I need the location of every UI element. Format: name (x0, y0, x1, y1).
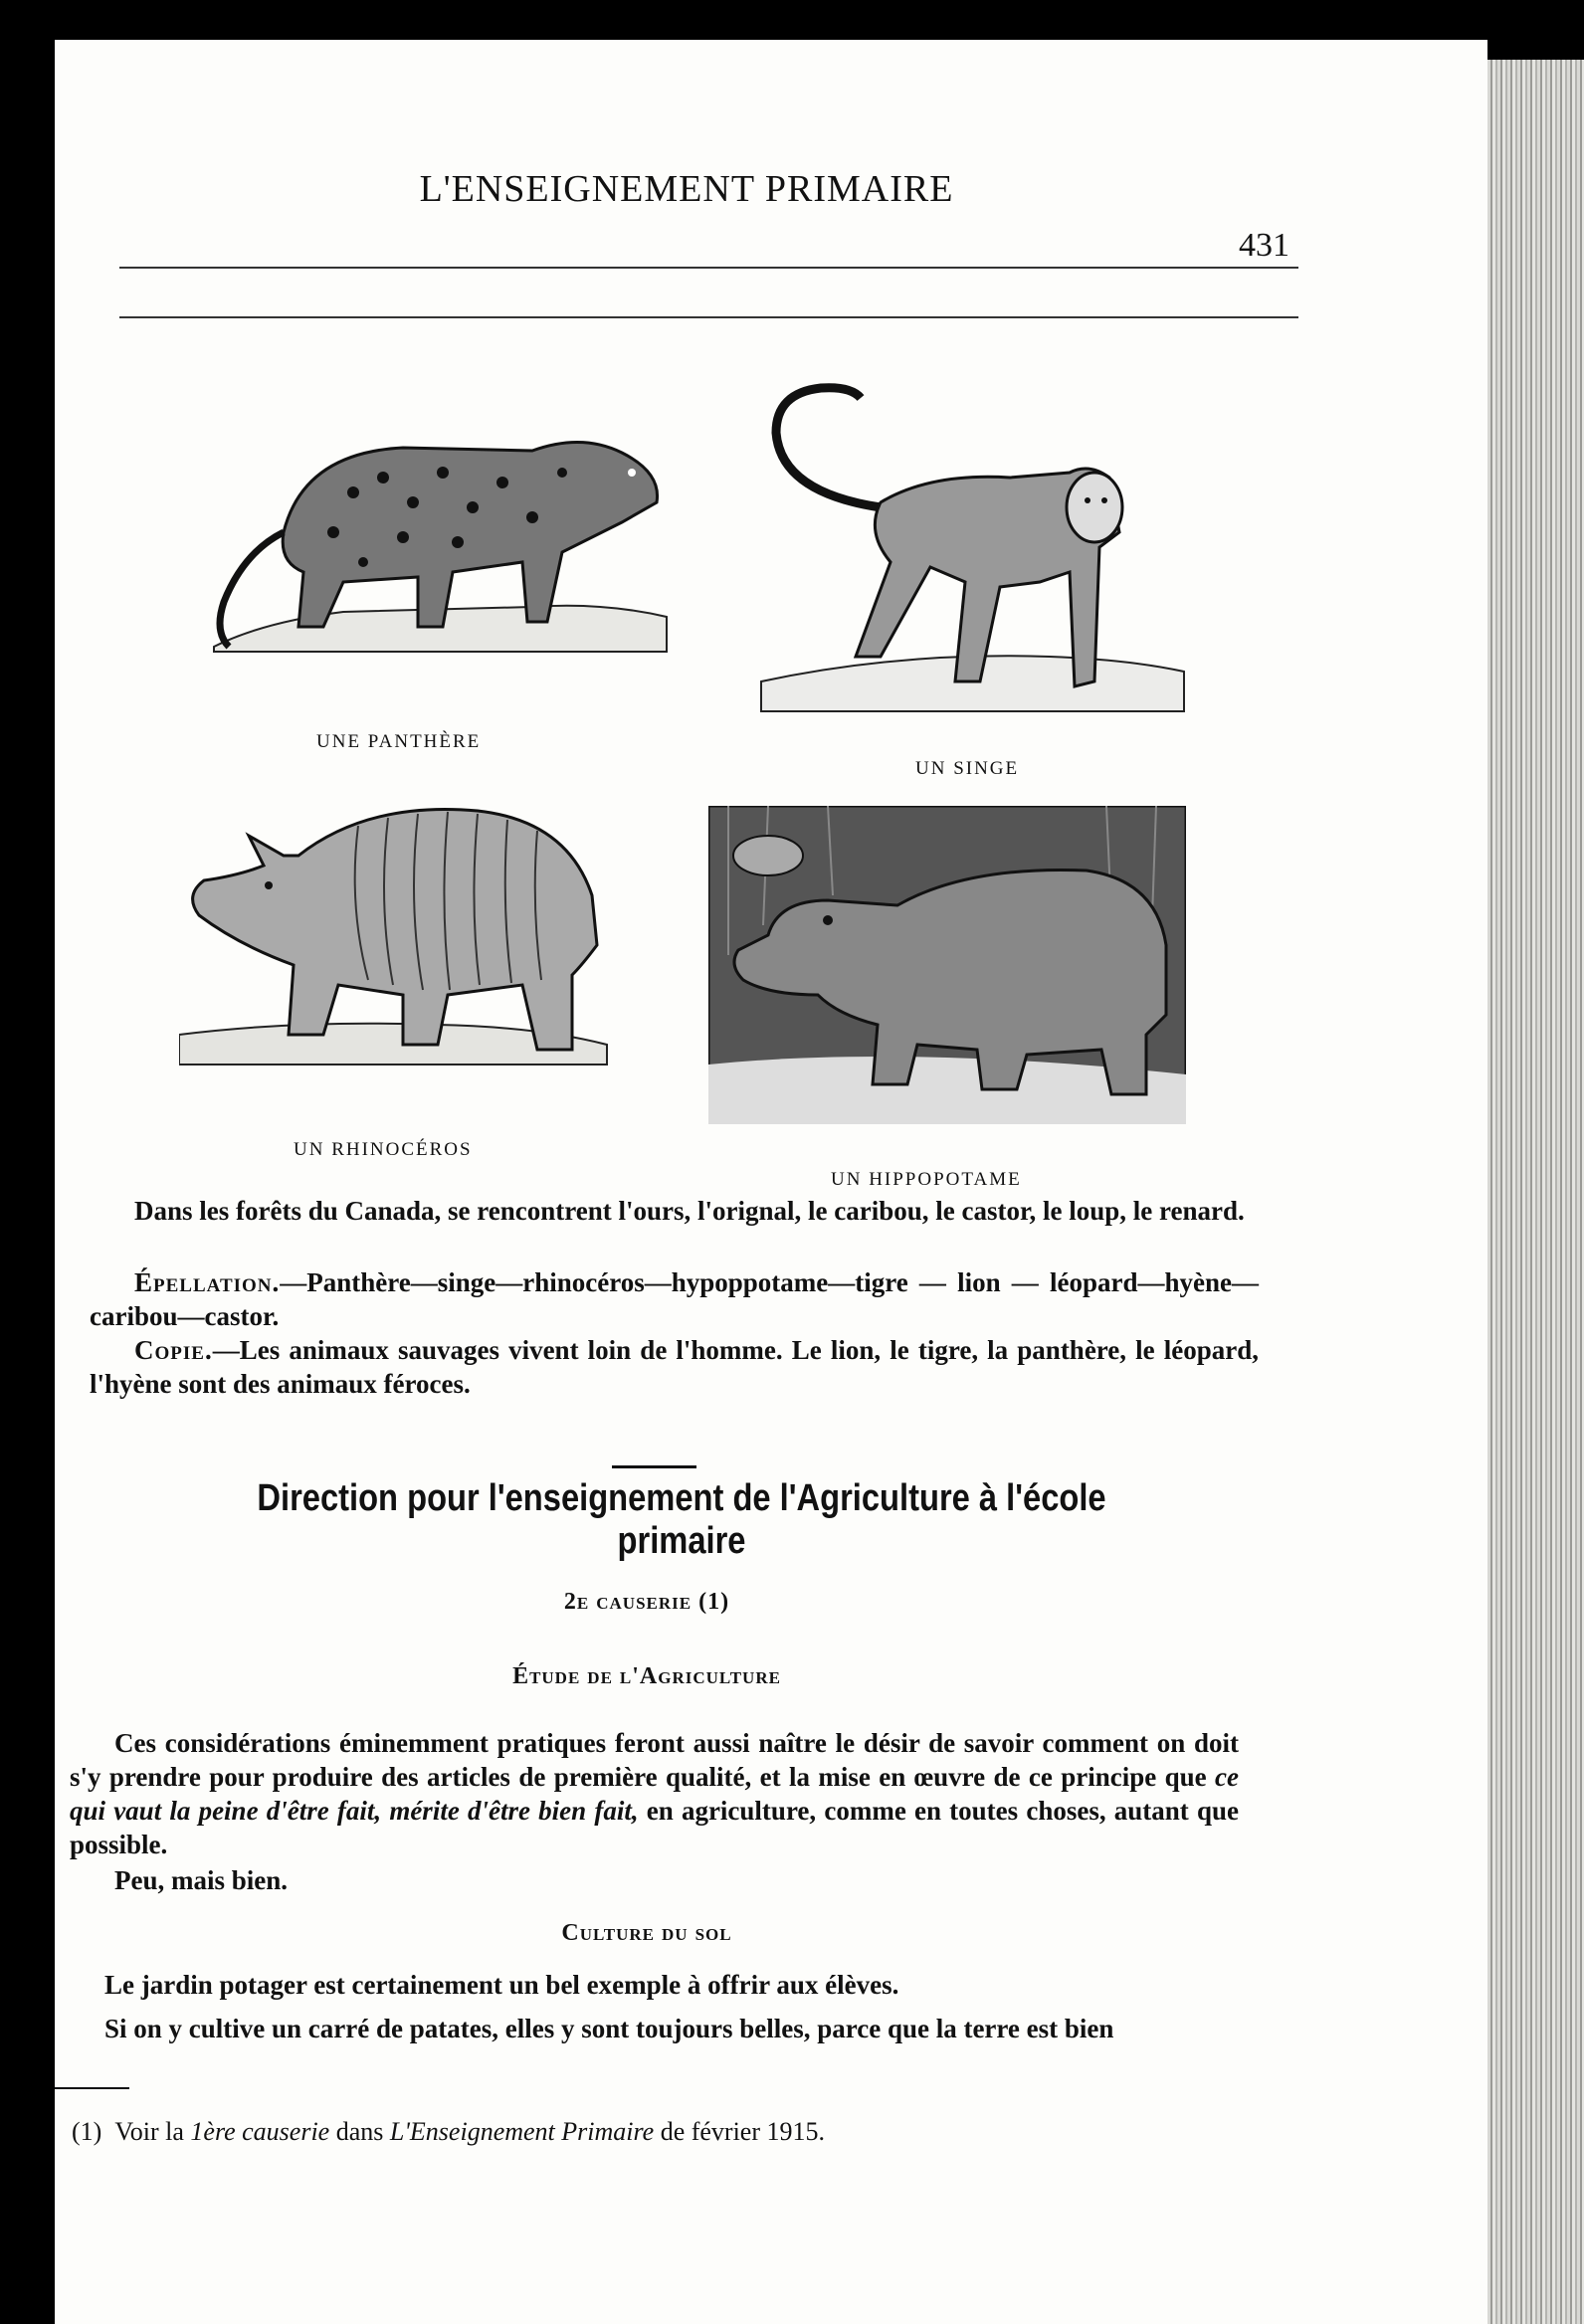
lesson-intro (90, 1194, 1259, 1228)
panther-caption: UNE PANTHÈRE (316, 731, 482, 752)
agriculture-paragraph-2: Peu, mais bien. (114, 1865, 289, 1895)
agriculture-paragraph-4: Si on y cultive un carré de patates, elles y sont toujours belles, parce que la terre est bien (104, 2014, 1114, 2043)
rhinoceros-engraving-icon (179, 796, 617, 1069)
footnote-text-start: Voir la (114, 2117, 191, 2146)
copy-label: Copie. (134, 1335, 213, 1365)
footnote-text-end: de février 1915. (654, 2117, 826, 2146)
copy-text: —Les animaux sauvages vivent loin de l'homme. Le lion, le tigre, la panthère, le léopard, l'hyène sont des animaux féroces. (90, 1335, 1259, 1399)
page-number: 431 (1239, 227, 1289, 264)
subtitle-culture: Culture du sol (561, 1920, 732, 1946)
header-rule (119, 267, 1298, 269)
footnote (72, 2117, 825, 2147)
spelling-text: —Panthère—singe—rhinocéros—hypoppotame—tigre — lion — léopard—hyène—caribou—castor. (90, 1267, 1259, 1331)
para1-end: en agriculture, comme en toutes choses, autant que possible. (70, 1796, 1239, 1859)
header-rule-lower (119, 316, 1298, 318)
footnote-rule (55, 2087, 129, 2089)
section-separator (612, 1465, 696, 1468)
running-title: L'ENSEIGNEMENT PRIMAIRE (419, 168, 954, 210)
footnote-italic-2: L'Enseignement Primaire (389, 2117, 655, 2146)
panther-engraving-icon (204, 413, 677, 662)
para1-italic: ce qui vaut la peine d'être fait, mérite d'être bien fait, (70, 1762, 1239, 1826)
spelling-paragraph (90, 1265, 1259, 1333)
copy-paragraph (90, 1333, 1259, 1401)
monkey-caption: UN SINGE (915, 758, 1020, 779)
monkey-engraving-icon (751, 383, 1189, 726)
spelling-label: Épellation. (134, 1267, 281, 1297)
hippopotamus-figure (708, 806, 1186, 1124)
section-title: Direction pour l'enseignement de l'Agriculture à l'école primaire (257, 1477, 1106, 1562)
footnote-italic-1: 1ère causerie (190, 2117, 330, 2146)
footnote-marker: (1) (72, 2117, 102, 2146)
hippopotamus-caption: UN HIPPOPOTAME (831, 1169, 1022, 1190)
footnote-text-mid: dans (329, 2117, 390, 2146)
agriculture-paragraph-3: Le jardin potager est certainement un bel exemple à offrir aux élèves. (104, 1970, 899, 2000)
lesson-intro-text: Dans les forêts du Canada, se rencontrent l'ours, l'orignal, le caribou, le castor, le loup, le renard. (134, 1196, 1245, 1226)
agriculture-paragraph-1 (70, 1726, 1239, 1861)
hippopotamus-engraving-icon (708, 806, 1186, 1124)
page-edges (1487, 60, 1584, 2324)
rhinoceros-figure (179, 796, 617, 1069)
monkey-figure (751, 383, 1189, 726)
panther-figure (204, 413, 677, 662)
rhinoceros-caption: UN RHINOCÉROS (294, 1139, 473, 1160)
para1-start: Ces considérations éminemment pratiques feront aussi naître le désir de savoir comment on doit s'y prendre pour produire des articles de première qualité, et la mise en œuvre de ce principe que (70, 1728, 1239, 1792)
subtitle-etude: Étude de l'Agriculture (512, 1663, 781, 1689)
book-spine-shadow (0, 0, 55, 2324)
causerie-heading: 2e causerie (1) (563, 1589, 730, 1615)
